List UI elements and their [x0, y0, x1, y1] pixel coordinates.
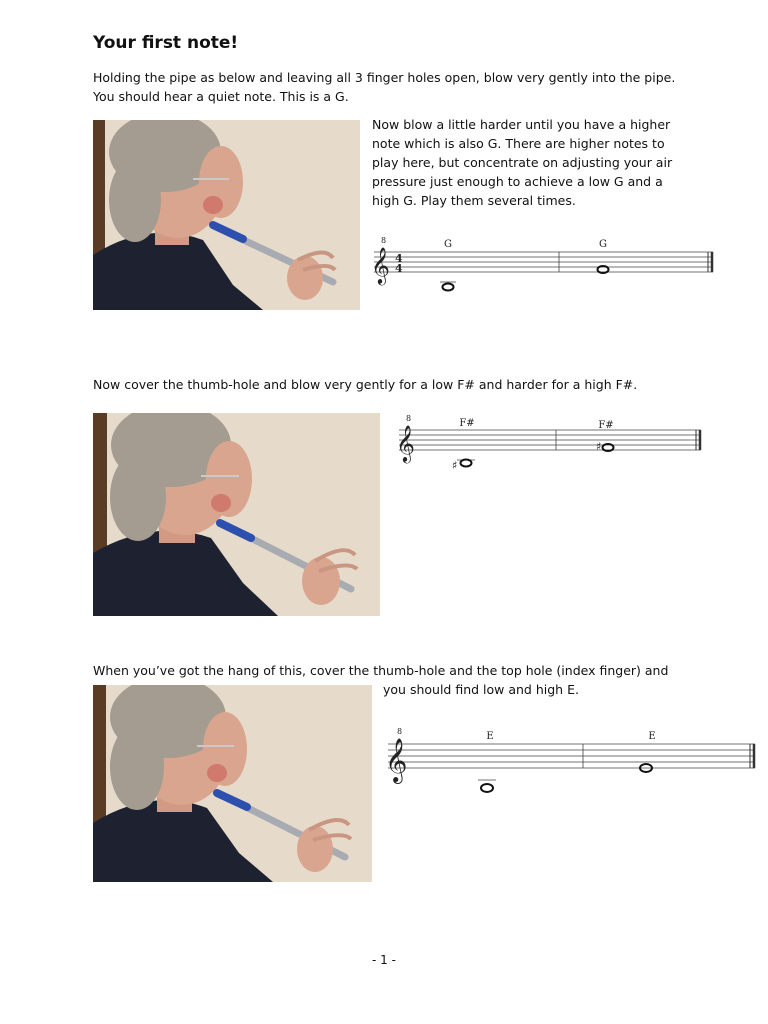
player-photo-1 [93, 120, 360, 310]
treble-clef-icon: 𝄞 [371, 246, 390, 284]
section3-paragraph-line2: you should find low and high E. [383, 682, 579, 697]
time-signature-bottom: 4 [395, 262, 403, 275]
section3-paragraph-line1: When you’ve got the hang of this, cover the thumb-hole and the top hole (index finger) and [93, 663, 669, 678]
section2-paragraph: Now cover the thumb-hole and blow very gently for a low F# and harder for a high F#. [93, 377, 638, 392]
whole-note [443, 284, 454, 291]
player-photo-3 [93, 685, 372, 882]
clef-octave-marker: 8 [406, 414, 412, 423]
page-title: Your first note! [93, 33, 239, 53]
note-label: E [648, 731, 656, 742]
intro-paragraph: Holding the pipe as below and leaving all 3 finger holes open, blow very gently into the pipe. You should hear a quiet note. This is a G. [93, 70, 676, 104]
staff-lines [388, 744, 755, 768]
sharp-icon: ♯ [452, 459, 458, 472]
staff-lines [374, 252, 713, 272]
treble-clef-icon: 𝄞 [396, 424, 415, 462]
music-staff-3 [384, 726, 758, 798]
time-signature-top: 4 [395, 252, 403, 265]
music-staff-2 [395, 414, 705, 476]
whole-note [461, 460, 472, 467]
clef-octave-marker: 8 [381, 236, 387, 245]
note-label: G [599, 239, 607, 250]
page-number: - 1 - [372, 953, 396, 967]
sharp-icon: ♯ [596, 440, 602, 453]
staff-lines [399, 430, 701, 450]
music-staff-1 [370, 235, 716, 295]
player-photo-2 [93, 413, 380, 616]
note-label: F# [459, 418, 475, 429]
clef-octave-marker: 8 [397, 727, 403, 736]
whole-note [481, 784, 493, 792]
note-label: F# [598, 420, 614, 431]
section1-paragraph: Now blow a little harder until you have a higher note which is also G. There are higher notes to play here, but concentrate on adjusting your air pressure just enough to achieve a low G and a high G. Play them several times. [372, 117, 673, 208]
note-label: E [486, 731, 494, 742]
note-label: G [444, 239, 452, 250]
treble-clef-icon: 𝄞 [385, 738, 408, 782]
